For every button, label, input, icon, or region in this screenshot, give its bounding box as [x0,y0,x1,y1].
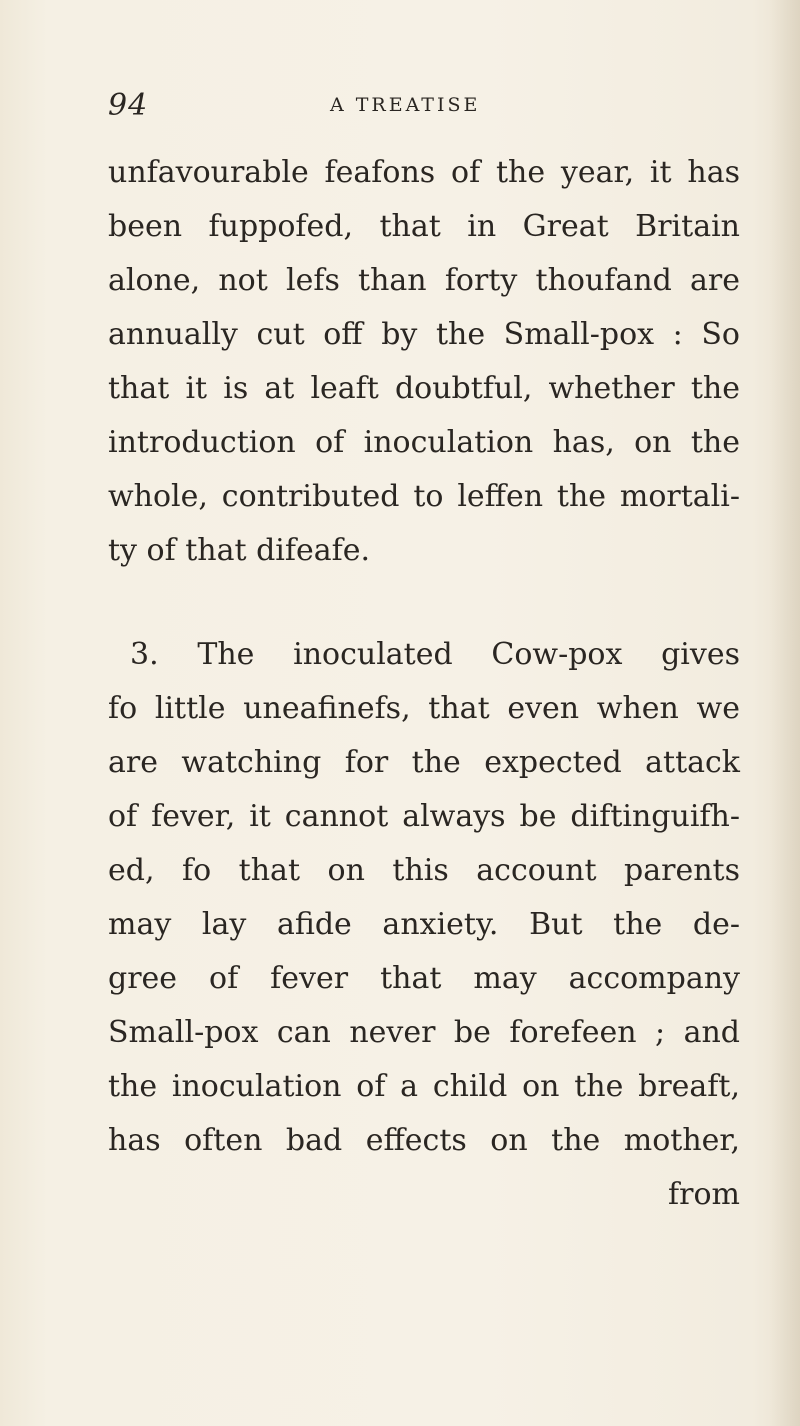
text-line: been fuppofed, that in Great Britain [108,209,740,244]
text-line: Small-pox can never be forefeen ; and [108,1015,740,1050]
text-line: are watching for the expected attack [108,745,740,780]
catchword: from [668,1177,740,1212]
text-line: ty of that difeafe. [108,533,371,568]
text-line: gree of fever that may accompany [108,961,740,996]
text-line: the inoculation of a child on the breaft, [108,1069,740,1104]
text-line: may lay afide anxiety. But the de- [108,907,740,942]
text-line: introduction of inoculation has, on the [108,425,740,460]
page-header [108,88,740,128]
page-number: 94 [108,88,149,123]
text-line: has often bad effects on the mother, [108,1123,740,1158]
text-line: fo little uneafinefs, that even when we [108,691,740,726]
page-edge-shadow [770,0,800,1426]
text-line: ed, fo that on this account parents [108,853,740,888]
running-head: A TREATISE [330,94,481,116]
text-line: that it is at leaft doubtful, whether the [108,371,740,406]
text-line: 3. The inoculated Cow-pox gives [130,637,740,672]
text-line: annually cut off by the Small-pox : So [108,317,740,352]
text-line: of fever, it cannot always be diftinguifh- [108,799,740,834]
text-line: alone, not lefs than forty thoufand are [108,263,740,298]
text-line: whole, contributed to leffen the mortali- [108,479,740,514]
text-line: unfavourable feafons of the year, it has [108,155,740,190]
